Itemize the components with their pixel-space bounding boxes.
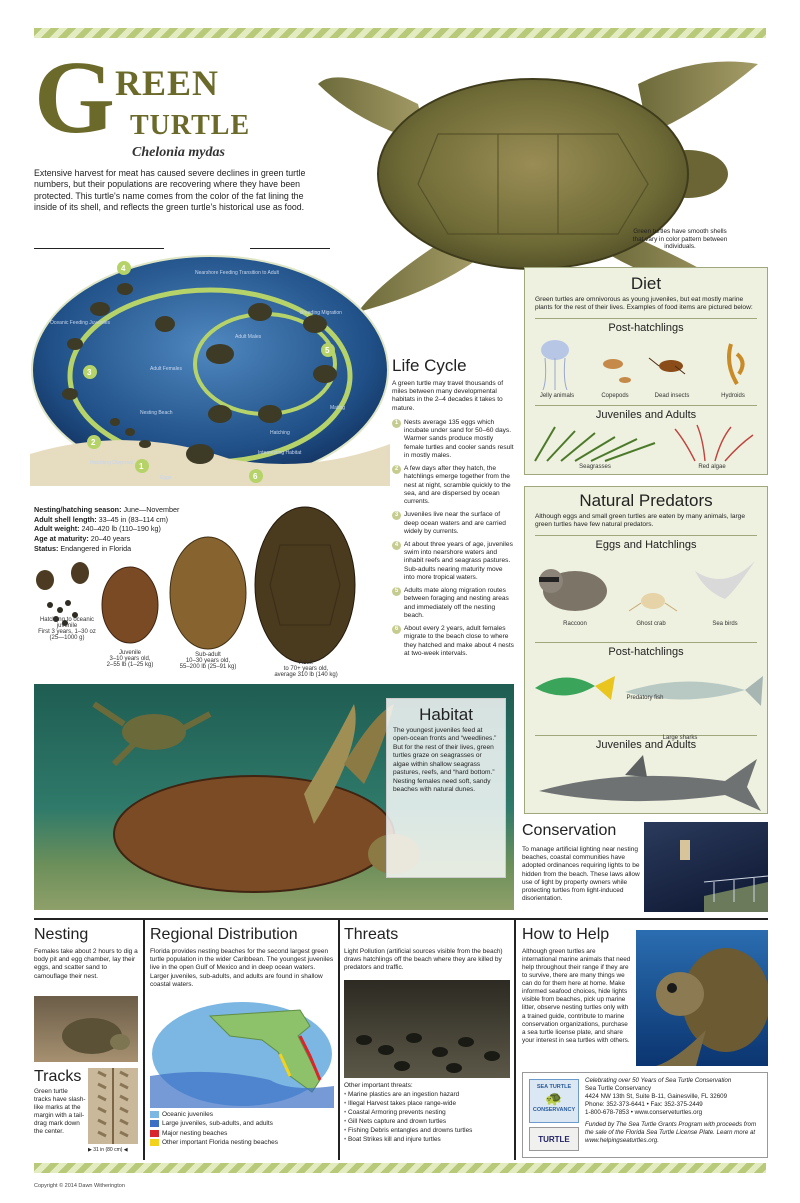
- life-cycle-steps: [392, 419, 514, 658]
- cycle-step-number: 4: [121, 264, 126, 273]
- tracks-scale: ▶ 31 in (80 cm) ◀: [88, 1147, 128, 1153]
- life-cycle-step: 2 A few days after they hatch, the hatchlings emerge together from the nest at night, scramble quickly to the sea, and are dispersed by ocean currents.: [392, 465, 514, 506]
- bottom-border-band: [34, 1163, 766, 1173]
- cycle-label: Oceanic Feeding Juveniles: [50, 320, 111, 326]
- fact-row: Adult shell length: 33–45 in (83–114 cm): [34, 514, 169, 524]
- column-divider: [514, 918, 516, 1160]
- fact-row: Adult weight: 240–420 lb (110–190 kg): [34, 524, 161, 534]
- predators-intro: Although eggs and small green turtles are eaten by many animals, large green turtles have few natural predators.: [535, 513, 746, 529]
- predator-item-label: Ghost crab: [636, 621, 666, 627]
- nesting-turtle-photo: [34, 996, 138, 1062]
- column-divider: [338, 918, 340, 1160]
- cycle-step-number: 6: [253, 472, 258, 481]
- threats-title: Threats: [344, 926, 399, 943]
- life-cycle-intro: A green turtle may travel thousands of miles between many developmental habitats in the 2–4 decades it takes to mature.: [392, 380, 504, 412]
- threats-section: [344, 926, 510, 973]
- life-cycle-diagram: [30, 254, 390, 486]
- threat-item: • Gill Nets capture and drown turtles: [344, 1118, 512, 1127]
- life-cycle-title: Life Cycle: [392, 356, 467, 375]
- cycle-label: Mating: [330, 405, 346, 411]
- threats-intro: Light Pollution (artificial sources visible from the beach) draws hatchlings off the beach where they are killed by predators and traffic.: [344, 948, 503, 972]
- stc-website-link[interactable]: 1-800-678-7853 • www.conserveturtles.org: [585, 1108, 703, 1116]
- copyright: Copyright © 2014 Dawn Witherington: [34, 1183, 125, 1189]
- legend-item: Oceanic juveniles: [150, 1110, 278, 1119]
- predators-title: Natural Predators: [579, 491, 713, 510]
- cycle-label: Adult Males: [235, 334, 262, 340]
- habitat-title: Habitat: [419, 705, 473, 724]
- distribution-title: Regional Distribution: [150, 926, 298, 943]
- stc-info-box: [522, 1072, 768, 1158]
- cycle-label: Hatching: [270, 430, 290, 436]
- legend-item: Other important Florida nesting beaches: [150, 1138, 278, 1147]
- threats-hatchlings-photo: [344, 980, 510, 1078]
- predator-egg-illustrations: [525, 551, 769, 631]
- scientific-name: Chelonia mydas: [132, 145, 225, 160]
- predator-item-label: Sea birds: [712, 621, 738, 627]
- threats-other-heading: Other important threats:: [344, 1082, 413, 1089]
- help-text: Although green turtles are international marine animals that need help throughout their range if they are to survive, there are many things we can do for them here at home. Make informed seafood choices, hide lights visible from beaches, pick up marine litter, observe nesting turtles only with a trained guide, contribute to marine conservation organizations, purchase a sea turtle license plate, and share your interest in sea turtles with others.: [522, 948, 631, 1044]
- threat-item: • Illegal Harvest takes place range-wide: [344, 1100, 512, 1109]
- predator-item-label: Large sharks: [662, 735, 698, 741]
- cycle-label: Breeding Migration: [300, 310, 342, 316]
- conservation-section: [522, 822, 642, 903]
- legend-swatch: [150, 1111, 159, 1118]
- size-label-adult: Adult to 70+ years old, average 310 lb (140 kg): [274, 660, 338, 678]
- cycle-step-number: 2: [91, 438, 96, 447]
- fact-row: Age at maturity: 20–40 years: [34, 534, 131, 544]
- predators-panel: [524, 486, 768, 814]
- life-cycle-step: 4 At about three years of age, juveniles swim into nearshore waters and inhabit reefs and seagrass pastures. Sub-adults nearing maturity move into more tropical waters.: [392, 541, 514, 582]
- diet-item-label: Dead insects: [654, 393, 690, 399]
- life-cycle-step: 6 About every 2 years, adult females migrate to the beach close to where they hatched and make about 4 nests at two-week intervals.: [392, 625, 514, 658]
- life-cycle-step: 3 Juveniles live near the surface of deep ocean waters and are carried widely by currents.: [392, 511, 514, 536]
- fact-row: Status: Endangered in Florida: [34, 543, 132, 553]
- size-label-subadult: Sub-adult 10–30 years old, 55–200 lb (25–91 kg): [179, 652, 237, 670]
- help-title: How to Help: [522, 926, 610, 943]
- distribution-legend: [150, 1110, 278, 1148]
- divider: [34, 248, 164, 249]
- size-label-hatchling: Hatchling to oceanic juvenile First 3 years, 1–30 oz (25—1000 g): [38, 617, 96, 641]
- nesting-text: Females take about 2 hours to dig a body pit and egg chamber, lay their eggs, and scatter sand to camouflage their nest.: [34, 948, 138, 980]
- life-cycle-step: 1 Nests average 135 eggs which incubate under sand for 50–60 days. Warmer sands produce mostly female turtles and cooler sands result in mostly males.: [392, 419, 514, 460]
- diet-juveniles-heading: Juveniles and Adults: [535, 405, 757, 421]
- threat-item: • Marine plastics are an ingestion hazard: [344, 1091, 512, 1100]
- diet-juvenile-illustrations: [525, 421, 769, 465]
- cycle-step-number: 3: [87, 368, 92, 377]
- predator-shark-illustration: [525, 751, 769, 821]
- threats-list: [344, 1091, 512, 1145]
- diet-item-label: Jelly animals: [539, 393, 575, 399]
- predator-item-label: Raccoon: [563, 621, 587, 627]
- predator-fish-illustrations: [525, 658, 769, 722]
- cycle-label: Hatchling Dispersal: [90, 460, 134, 466]
- cycle-label: Internesting Habitat: [258, 450, 302, 456]
- predators-eggs-heading: Eggs and Hatchlings: [535, 535, 757, 551]
- legend-swatch: [150, 1139, 159, 1146]
- life-cycle-section: [392, 356, 514, 663]
- distribution-text: Florida provides nesting beaches for the second largest green turtle population in the wider Caribbean. The youngest juveniles live in the open Gulf of Mexico and in deep ocean waters. Larger juveniles, sub-adults, and adults are found in shallow coastal waters.: [150, 948, 334, 988]
- turtle-logo-icon: 🐢: [545, 1090, 563, 1106]
- conservation-title: Conservation: [522, 822, 617, 839]
- legend-swatch: [150, 1120, 159, 1127]
- threats-list-block: [344, 1082, 512, 1145]
- diet-panel: [524, 267, 768, 475]
- predators-juveniles-heading: Juveniles and Adults: [535, 735, 757, 751]
- distribution-section: [150, 926, 334, 989]
- legend-swatch: [150, 1130, 159, 1137]
- threat-item: • Fishing Debris entangles and drowns turtles: [344, 1127, 512, 1136]
- size-label-juvenile: Juvenile 3–10 years old, 2–55 lb (1–25 kg): [106, 650, 154, 668]
- habitat-text: The youngest juveniles feed at open-ocean fronts and “weedlines.” But for the rest of their lives, green turtles graze on seagrasses or algae within shallow seagrass pastures, reefs, and “hard bottom.” Nesting females need soft, sandy beaches with natural dunes.: [393, 727, 497, 794]
- cycle-label: Nesting Beach: [140, 410, 173, 416]
- diet-item-label: Seagrasses: [579, 464, 611, 470]
- column-divider: [143, 918, 145, 1160]
- title-line2: TURTLE: [130, 110, 251, 141]
- help-section: [522, 926, 632, 1045]
- legend-item: Large juveniles, sub-adults, and adults: [150, 1119, 278, 1128]
- legend-item: Major nesting beaches: [150, 1129, 278, 1138]
- diet-item-label: Copepods: [601, 393, 629, 399]
- stc-funded-note: Funded by The Sea Turtle Grants Program with proceeds from the sale of the Florida Sea Turtle License Plate. Learn more at www.helpingseaturtles.org.: [585, 1120, 757, 1144]
- threat-item: • Boat Strikes kill and injure turtles: [344, 1136, 512, 1145]
- habitat-text-box: [386, 698, 506, 878]
- diet-item-label: Red algae: [698, 464, 726, 470]
- conservation-light-fixture-photo: [644, 822, 768, 912]
- divider: [250, 248, 330, 249]
- title-big-letter: G: [34, 40, 115, 155]
- cycle-label: Nearshore Feeding Transition to Adult: [195, 270, 279, 276]
- nesting-section: [34, 926, 138, 981]
- cycle-step-number: 5: [325, 346, 330, 355]
- diet-title: Diet: [630, 274, 662, 293]
- license-plate-image: TURTLE: [529, 1127, 579, 1151]
- top-border-band: [34, 28, 766, 38]
- help-turtle-photo: [636, 930, 768, 1066]
- stc-contact: Celebrating over 50 Years of Sea Turtle Conservation Sea Turtle Conservancy 4424 NW 13th St, Suite B-11, Gainesville, FL 32609 Phone: 352-373-6441 • Fax: 352-375-2449 1-800-678-7853 • www.conserveturtles.org Funded by The Sea Turtle Grants Program with proceeds from the sale of the Florida Sea Turtle License Plate. Learn more at www.helpingseaturtles.org.: [585, 1077, 765, 1145]
- diet-post-hatchling-illustrations: [525, 334, 769, 394]
- conservation-text: To manage artificial lighting near nesting beaches, coastal communities have adopted ordinances requiring lights to be hidden from the beach. These laws allow use of light by property owners while protecting turtles from light-induced disorientation.: [522, 846, 640, 903]
- tracks-photo: [88, 1068, 138, 1144]
- diet-intro: Green turtles are omnivorous as young juveniles, but eat mostly marine plants for the rest of their lives. Examples of food items are pictured below:: [535, 296, 753, 312]
- tracks-title: Tracks: [34, 1068, 82, 1085]
- predator-item-label: Predatory fish: [626, 695, 664, 701]
- predators-post-heading: Post-hatchlings: [535, 642, 757, 658]
- stc-logo: SEA TURTLE 🐢 CONSERVANCY: [529, 1079, 579, 1123]
- distribution-map: [150, 996, 334, 1108]
- life-cycle-step: 5 Adults mate along migration routes between foraging and nesting areas and immediately off the nesting beach.: [392, 587, 514, 620]
- fact-row: Nesting/hatching season: June—November: [34, 505, 180, 514]
- tracks-text: Green turtle tracks have slash-like marks at the margin with a tail-drag mark down the center.: [34, 1088, 86, 1135]
- cycle-label: Adult Females: [150, 366, 182, 372]
- cycle-step-number: 1: [139, 462, 144, 471]
- cycle-label: Eggs: [160, 475, 172, 481]
- threat-item: • Coastal Armoring prevents nesting: [344, 1109, 512, 1118]
- nesting-title: Nesting: [34, 926, 89, 943]
- intro-text: Extensive harvest for meat has caused severe declines in green turtle numbers, but their populations are recovering where they have been protected. This turtle's name comes from the color of the fat lining the inside of its shell, and reflects the green turtle's historical use as food.: [34, 168, 306, 213]
- diet-post-hatchlings-heading: Post-hatchlings: [535, 318, 757, 334]
- diet-item-label: Hydroids: [721, 393, 745, 399]
- title-line1: REEN: [115, 63, 220, 103]
- hero-caption: Green turtles have smooth shells that vary in color pattern between individuals.: [632, 228, 728, 251]
